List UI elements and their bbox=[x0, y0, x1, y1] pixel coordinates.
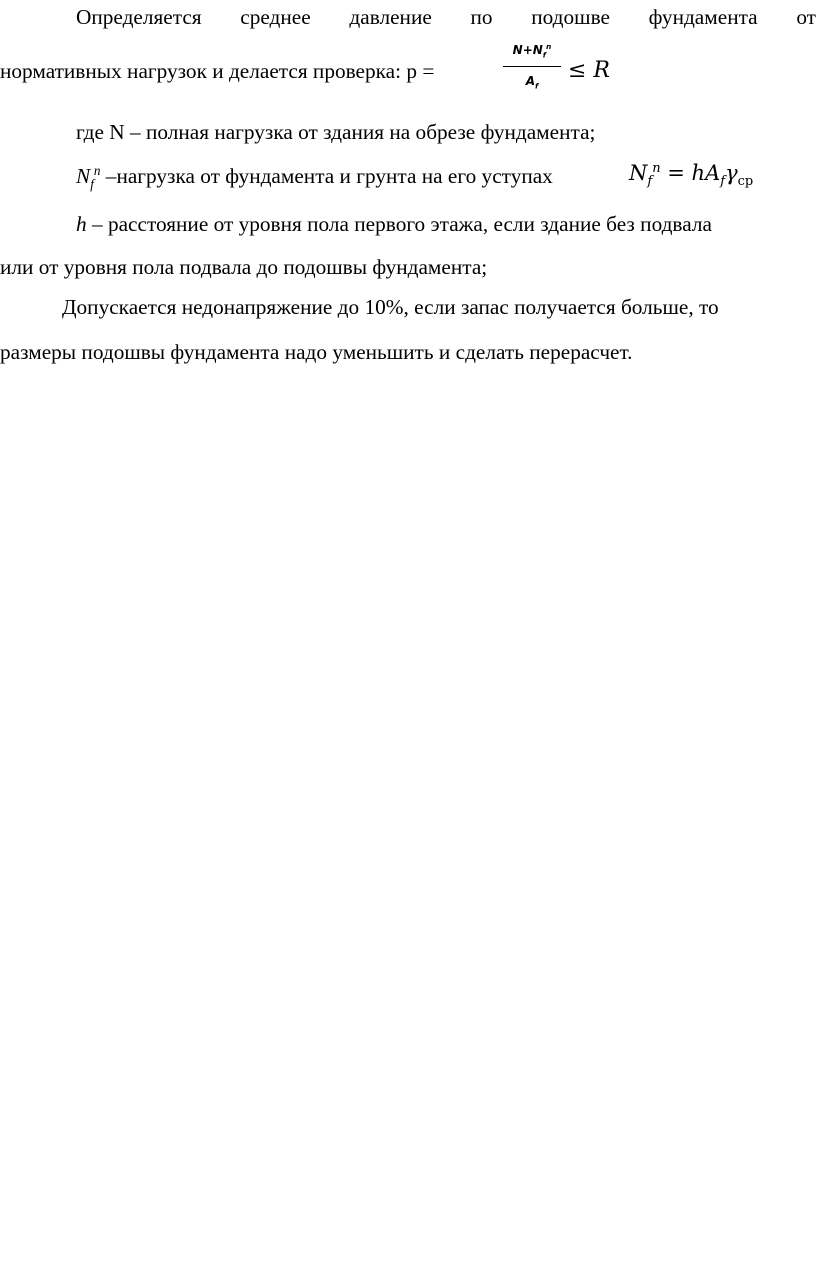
paragraph-4-line-2: или от уровня пола подвала до подошвы фундамента; bbox=[0, 255, 488, 279]
word: фундамента bbox=[648, 5, 758, 29]
paragraph-3: $N_f^n$ –нагрузка от фундамента и грунта на его уступах bbox=[76, 163, 553, 192]
paragraph-5-line-2: размеры подошвы фундамента надо уменьшить и сделать перерасчет. bbox=[0, 340, 633, 364]
paragraph-2: где N – полная нагрузка от здания на обрезе фундамента; bbox=[76, 120, 596, 144]
word: давление bbox=[349, 5, 432, 29]
word: подошве bbox=[531, 5, 610, 29]
fraction-bar bbox=[503, 66, 561, 67]
check-text: нормативных нагрузок и делается проверка: p = bbox=[0, 59, 435, 83]
paragraph-4-line-1: h – расстояние от уровня пола первого этажа, если здание без подвала bbox=[76, 212, 712, 236]
word: по bbox=[470, 5, 493, 29]
formula-numerator: $N+N_f^n$ bbox=[512, 42, 552, 60]
paragraph-1-line-2 bbox=[0, 61, 434, 82]
foundation-load-formula: $N_f^n = hA_f\gamma_{ср}$ bbox=[629, 161, 754, 190]
paragraph-5-line-1: Допускается недонапряжение до 10%, если запас получается больше, то bbox=[62, 295, 719, 319]
symbol-h: h bbox=[76, 212, 87, 236]
formula-inequality: ≤ R bbox=[568, 58, 610, 83]
paragraph-1-line-1 bbox=[76, 7, 816, 28]
word: от bbox=[796, 5, 816, 29]
formula-denominator: $A_f$ bbox=[525, 74, 539, 91]
word: среднее bbox=[240, 5, 311, 29]
pressure-formula-fraction bbox=[501, 42, 563, 102]
word: Определяется bbox=[76, 5, 202, 29]
symbol-nf: $N_f^n$ bbox=[76, 163, 101, 192]
